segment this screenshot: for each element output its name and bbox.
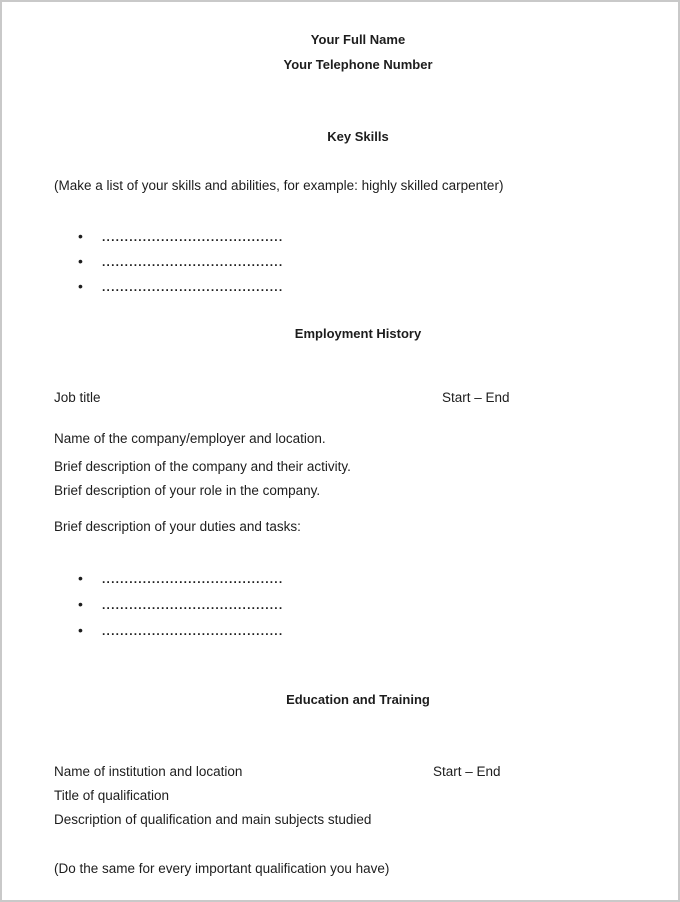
bullet-icon: • bbox=[78, 570, 83, 586]
key-skills-heading: Key Skills bbox=[327, 129, 389, 144]
duty-bullet-item bbox=[78, 570, 662, 587]
employment-date-range-label: Start – End bbox=[442, 390, 510, 405]
job-title-label: Job title bbox=[54, 390, 101, 405]
telephone-placeholder: Your Telephone Number bbox=[283, 57, 433, 72]
institution-label: Name of institution and location bbox=[54, 764, 243, 779]
duty-dotted-line: ........................................ bbox=[102, 598, 284, 612]
employment-history-heading: Employment History bbox=[294, 326, 422, 341]
qualification-description-line: Description of qualification and main subjects studied bbox=[54, 812, 372, 827]
education-heading: Education and Training bbox=[286, 692, 430, 707]
company-name-line: Name of the company/employer and location. bbox=[54, 431, 326, 446]
skill-bullet-item bbox=[78, 228, 662, 245]
key-skills-hint: (Make a list of your skills and abilities, for example: highly skilled carpenter) bbox=[54, 178, 504, 193]
bullet-icon: • bbox=[78, 622, 83, 638]
qualification-title-label: Title of qualification bbox=[54, 788, 170, 803]
skill-bullet-item bbox=[78, 253, 662, 270]
employment-header-row bbox=[54, 390, 662, 406]
company-description-line: Brief description of the company and their activity. bbox=[54, 459, 351, 474]
duty-bullet-item bbox=[78, 622, 662, 639]
bullet-icon: • bbox=[78, 228, 83, 244]
skill-bullet-item bbox=[78, 278, 662, 295]
bullet-icon: • bbox=[78, 596, 83, 612]
skill-dotted-line: ........................................ bbox=[102, 255, 284, 269]
bullet-icon: • bbox=[78, 253, 83, 269]
education-header-row bbox=[54, 764, 662, 780]
bullet-icon: • bbox=[78, 278, 83, 294]
duty-dotted-line: ........................................ bbox=[102, 624, 284, 638]
duty-dotted-line: ........................................ bbox=[102, 572, 284, 586]
duty-bullet-item bbox=[78, 596, 662, 613]
education-date-range-label: Start – End bbox=[433, 764, 501, 779]
role-description-line: Brief description of your role in the company. bbox=[54, 483, 321, 498]
skill-dotted-line: ........................................ bbox=[102, 230, 284, 244]
full-name-placeholder: Your Full Name bbox=[310, 32, 406, 47]
education-note: (Do the same for every important qualification you have) bbox=[54, 861, 390, 876]
duties-label: Brief description of your duties and tasks: bbox=[54, 519, 301, 534]
skill-dotted-line: ........................................ bbox=[102, 280, 284, 294]
